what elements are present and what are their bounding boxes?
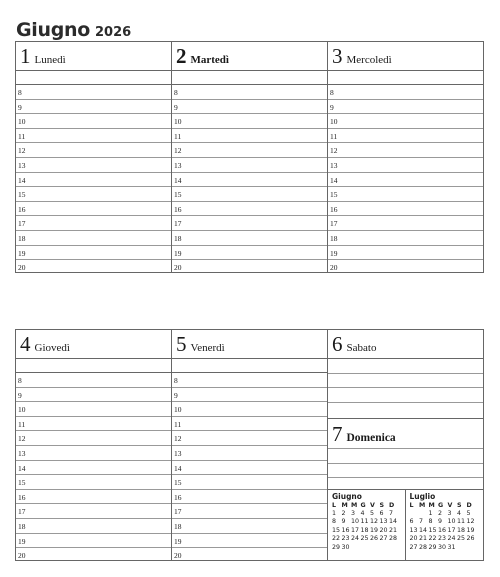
hour-slot[interactable]: 10: [16, 402, 171, 417]
notes-line[interactable]: [328, 71, 483, 85]
mini-calendar-day: 31: [447, 543, 456, 551]
day-number: 2: [176, 44, 187, 68]
days-grid: [410, 510, 481, 551]
mini-calendar-day: 26: [370, 535, 379, 543]
mini-calendar-day: 12: [370, 518, 379, 526]
day-name: Domenica: [346, 432, 396, 444]
mini-calendar-day: 28: [389, 535, 398, 543]
day-header: [16, 42, 171, 71]
mini-calendar-day: 16: [438, 526, 447, 534]
day-column-thursday: [16, 330, 172, 560]
day-header: [172, 42, 327, 71]
hour-slot[interactable]: 11: [16, 129, 171, 144]
mini-calendar-day: 21: [389, 526, 398, 534]
days-grid: [332, 510, 402, 551]
hour-slots: [328, 85, 483, 275]
hour-slot[interactable]: 14: [328, 173, 483, 188]
mini-calendar-day: 5: [370, 510, 375, 517]
day-header: [328, 419, 483, 449]
mini-calendar-day: 3: [447, 510, 452, 517]
mini-calendar-day: 23: [341, 535, 350, 543]
hour-slot[interactable]: 19: [172, 246, 327, 261]
mini-calendars: [328, 489, 483, 560]
hour-slot[interactable]: 13: [172, 158, 327, 173]
mini-calendar-day: 21: [419, 535, 428, 543]
notes-line[interactable]: [16, 71, 171, 85]
hour-slot[interactable]: 20: [18, 263, 26, 273]
mini-calendar-title: Giugno: [332, 492, 362, 501]
mini-calendar-day: 8: [332, 518, 337, 526]
hour-slot[interactable]: 12: [16, 143, 171, 158]
hour-slot[interactable]: 20: [174, 551, 182, 561]
weekday-label: L: [332, 502, 337, 509]
day-column-monday: [16, 42, 172, 272]
hour-slot[interactable]: 8: [328, 85, 483, 100]
empty-cell: [410, 510, 420, 517]
notes-line[interactable]: [172, 359, 327, 373]
hour-slot[interactable]: 13: [328, 158, 483, 173]
hour-slots: [16, 85, 171, 275]
hour-slot[interactable]: 8: [172, 373, 327, 388]
hour-slot[interactable]: 16: [328, 202, 483, 217]
hour-slot[interactable]: 20: [18, 551, 26, 561]
hour-slot[interactable]: 8: [16, 85, 171, 100]
writing-line[interactable]: [328, 359, 483, 374]
hour-slots: [16, 373, 171, 563]
hour-slot[interactable]: 19: [328, 246, 483, 261]
mini-calendar-day: 5: [466, 510, 471, 517]
weekday-row: [332, 502, 402, 509]
weekday-label: D: [389, 502, 395, 509]
hour-slot[interactable]: 18: [172, 519, 327, 534]
hour-slot[interactable]: 17: [172, 504, 327, 519]
hour-slot[interactable]: 14: [16, 173, 171, 188]
hour-slot[interactable]: 11: [328, 129, 483, 144]
weekday-label: S: [457, 502, 462, 509]
mini-calendar-day: 22: [428, 535, 437, 543]
mini-calendar-day: 18: [457, 526, 466, 534]
hour-slot[interactable]: 18: [16, 519, 171, 534]
hour-slot[interactable]: 14: [172, 461, 327, 476]
mini-calendar-day: 19: [370, 526, 379, 534]
day-column-tuesday: [172, 42, 328, 272]
mini-calendar-day: 22: [332, 535, 341, 543]
mini-calendar-day: 9: [341, 518, 346, 526]
day-number: 1: [20, 44, 31, 68]
day-header: [172, 330, 327, 359]
mini-calendar-day: 3: [351, 510, 356, 517]
mini-calendar-day: 17: [447, 526, 456, 534]
day-column-friday: [172, 330, 328, 560]
weekday-label: M: [341, 502, 348, 509]
mini-calendar-day: 18: [360, 526, 369, 534]
hour-slot[interactable]: 9: [16, 388, 171, 403]
day-number: 6: [332, 332, 343, 356]
mini-calendar-day: 14: [419, 526, 428, 534]
mini-calendar-day: 1: [332, 510, 337, 517]
day-number: 3: [332, 44, 343, 68]
hour-slot[interactable]: 19: [16, 534, 171, 549]
weekday-label: S: [379, 502, 385, 509]
hour-slot[interactable]: 16: [16, 202, 171, 217]
hour-slot[interactable]: 16: [172, 490, 327, 505]
weekday-label: D: [466, 502, 472, 509]
mini-calendar-day: 27: [409, 543, 418, 551]
week-grid-bottom: [15, 329, 484, 561]
day-name: Lunedì: [34, 54, 66, 66]
mini-calendar-day: 4: [360, 510, 365, 517]
hour-slot[interactable]: 17: [328, 216, 483, 231]
mini-calendar-day: 1: [428, 510, 433, 517]
mini-calendar-day: 9: [438, 518, 443, 526]
hour-slot[interactable]: 12: [172, 143, 327, 158]
day-name: Giovedì: [34, 342, 70, 354]
hour-slot[interactable]: 10: [172, 114, 327, 129]
hour-slot[interactable]: 8: [172, 85, 327, 100]
notes-line[interactable]: [172, 71, 327, 85]
hour-slot[interactable]: 12: [172, 431, 327, 446]
hour-slot[interactable]: 15: [16, 475, 171, 490]
hour-slot[interactable]: 13: [16, 446, 171, 461]
hour-slots: [172, 373, 327, 563]
empty-cell: [419, 510, 429, 517]
mini-calendar-day: 20: [409, 535, 418, 543]
hour-slot[interactable]: 15: [172, 187, 327, 202]
hour-slot[interactable]: 16: [16, 490, 171, 505]
mini-calendar-day: 23: [438, 535, 447, 543]
hour-slot[interactable]: 20: [174, 263, 182, 273]
mini-calendar-day: 29: [428, 543, 437, 551]
mini-calendar-day: 13: [379, 518, 388, 526]
hour-slot[interactable]: 15: [328, 187, 483, 202]
hour-slot[interactable]: 13: [16, 158, 171, 173]
mini-calendar-day: 30: [438, 543, 447, 551]
hour-slot[interactable]: 14: [172, 173, 327, 188]
weekday-label: L: [409, 502, 414, 509]
weekday-label: M: [428, 502, 435, 509]
mini-calendar-day: 24: [351, 535, 360, 543]
mini-calendar-day: 15: [428, 526, 437, 534]
hour-slot[interactable]: 14: [16, 461, 171, 476]
hour-slot[interactable]: 17: [16, 216, 171, 231]
mini-calendar-day: 10: [351, 518, 360, 526]
day-column-wednesday: [328, 42, 483, 272]
hour-slot[interactable]: 10: [16, 114, 171, 129]
hour-slot[interactable]: 18: [328, 231, 483, 246]
hour-slot[interactable]: 13: [172, 446, 327, 461]
hour-slot[interactable]: 15: [16, 187, 171, 202]
mini-calendar-day: 20: [379, 526, 388, 534]
mini-calendar-day: 6: [409, 518, 414, 526]
day-name: Sabato: [346, 342, 377, 354]
hour-slot[interactable]: 12: [16, 431, 171, 446]
hour-slot[interactable]: 18: [16, 231, 171, 246]
hour-slot[interactable]: 20: [330, 263, 338, 273]
hour-slot[interactable]: 10: [172, 402, 327, 417]
mini-calendar-day: 8: [428, 518, 433, 526]
day-column-saturday-sunday: [328, 330, 483, 560]
hour-slots: [172, 85, 327, 275]
mini-calendar-day: 30: [341, 543, 350, 551]
mini-calendar-day: 16: [341, 526, 350, 534]
hour-slot[interactable]: 16: [172, 202, 327, 217]
hour-slot[interactable]: 11: [172, 417, 327, 432]
hour-slot[interactable]: 15: [172, 475, 327, 490]
day-header: [328, 330, 483, 359]
mini-calendar-day: 7: [419, 518, 424, 526]
saturday-lines: [328, 359, 483, 403]
mini-calendar-day: 26: [466, 535, 475, 543]
hour-slot[interactable]: 9: [16, 100, 171, 115]
mini-calendar-day: 17: [351, 526, 360, 534]
weekday-row: [410, 502, 481, 509]
day-number: 4: [20, 332, 31, 356]
year-label: 2026: [95, 25, 132, 40]
mini-calendar-day: 15: [332, 526, 341, 534]
hour-slot[interactable]: 10: [328, 114, 483, 129]
mini-calendar-day: 11: [457, 518, 466, 526]
day-header: [328, 42, 483, 71]
writing-line[interactable]: [328, 464, 483, 479]
mini-calendar-day: 24: [447, 535, 456, 543]
hour-slot[interactable]: 19: [172, 534, 327, 549]
weekday-label: G: [438, 502, 444, 509]
day-number: 7: [332, 422, 343, 446]
mini-calendar-day: 27: [379, 535, 388, 543]
mini-calendar-day: 7: [389, 510, 394, 517]
day-name: Mercoledì: [346, 54, 392, 66]
mini-calendar-day: 2: [438, 510, 443, 517]
hour-slot[interactable]: 19: [16, 246, 171, 261]
page-header: [16, 19, 131, 41]
hour-slot[interactable]: 9: [328, 100, 483, 115]
hour-slot[interactable]: 18: [172, 231, 327, 246]
mini-calendar-day: 10: [447, 518, 456, 526]
day-name: Venerdì: [190, 342, 225, 354]
hour-slot[interactable]: 17: [172, 216, 327, 231]
mini-calendar-day: 25: [457, 535, 466, 543]
mini-calendar-july: [406, 490, 484, 560]
week-grid-top: [15, 41, 484, 273]
mini-calendar-day: 4: [457, 510, 462, 517]
weekday-label: M: [351, 502, 358, 509]
weekday-label: V: [447, 502, 453, 509]
mini-calendar-day: 11: [360, 518, 369, 526]
hour-slot[interactable]: 17: [16, 504, 171, 519]
hour-slot[interactable]: 12: [328, 143, 483, 158]
hour-slot[interactable]: 9: [172, 100, 327, 115]
mini-calendar-title: Luglio: [409, 492, 436, 501]
writing-line[interactable]: [328, 374, 483, 389]
notes-line[interactable]: [16, 359, 171, 373]
mini-calendar-day: 29: [332, 543, 341, 551]
writing-line[interactable]: [328, 388, 483, 403]
hour-slot[interactable]: 8: [16, 373, 171, 388]
weekday-label: M: [419, 502, 426, 509]
day-header: [16, 330, 171, 359]
hour-slot[interactable]: 11: [16, 417, 171, 432]
mini-calendar-june: [328, 490, 406, 560]
day-name: Martedì: [190, 54, 229, 66]
sunday-box: [328, 418, 483, 478]
writing-line[interactable]: [328, 449, 483, 464]
mini-calendar-day: 25: [360, 535, 369, 543]
mini-calendar-day: 13: [409, 526, 418, 534]
month-title: Giugno: [16, 19, 91, 41]
weekday-label: G: [360, 502, 366, 509]
mini-calendar-day: 28: [419, 543, 428, 551]
hour-slot[interactable]: 9: [172, 388, 327, 403]
sunday-lines: [328, 449, 483, 478]
mini-calendar-day: 12: [466, 518, 475, 526]
mini-calendar-day: 6: [379, 510, 384, 517]
day-number: 5: [176, 332, 187, 356]
mini-calendar-day: 14: [389, 518, 398, 526]
mini-calendar-day: 19: [466, 526, 475, 534]
hour-slot[interactable]: 11: [172, 129, 327, 144]
weekday-label: V: [370, 502, 375, 509]
mini-calendar-day: 2: [341, 510, 346, 517]
